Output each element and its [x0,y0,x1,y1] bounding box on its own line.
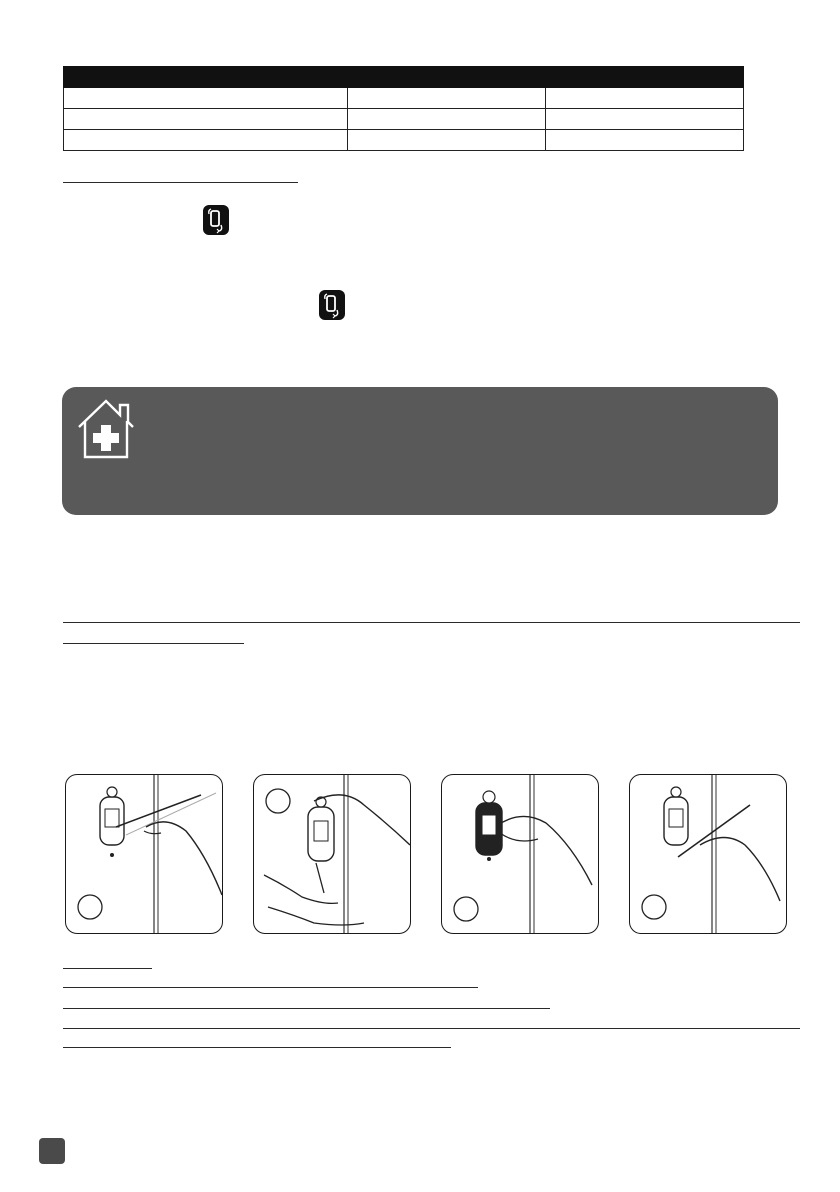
section-heading-underline [63,182,298,183]
illustration-panel-1 [65,774,223,934]
illustration-panel-3 [441,774,599,934]
table-cell [64,109,348,130]
spec-table [63,66,744,151]
table-cell [348,109,546,130]
table-header-cell [546,67,744,88]
illustration-panel-4 [629,774,787,934]
house-cross-icon [76,395,136,459]
table-cell [546,109,744,130]
table-cell [348,130,546,151]
text-line-underline [63,643,244,644]
health-callout-box [62,387,778,515]
table-row [64,130,744,151]
table-cell [546,88,744,109]
table-cell [64,88,348,109]
rotate-device-icon [319,290,345,320]
text-line-underline [63,968,152,969]
illustration-panel-2 [253,774,411,934]
table-header-cell [348,67,546,88]
table-row [64,88,744,109]
text-line-underline [63,622,800,623]
table-row [64,109,744,130]
table-cell [546,130,744,151]
rotate-device-icon [203,205,229,235]
text-line-underline [63,1047,451,1048]
text-line-underline [63,1028,800,1029]
table-cell [348,88,546,109]
table-header-row [64,67,744,88]
table-header-cell [64,67,348,88]
table-cell [64,130,348,151]
text-line-underline [63,987,478,988]
page-marker [39,1138,65,1164]
text-line-underline [63,1008,550,1009]
